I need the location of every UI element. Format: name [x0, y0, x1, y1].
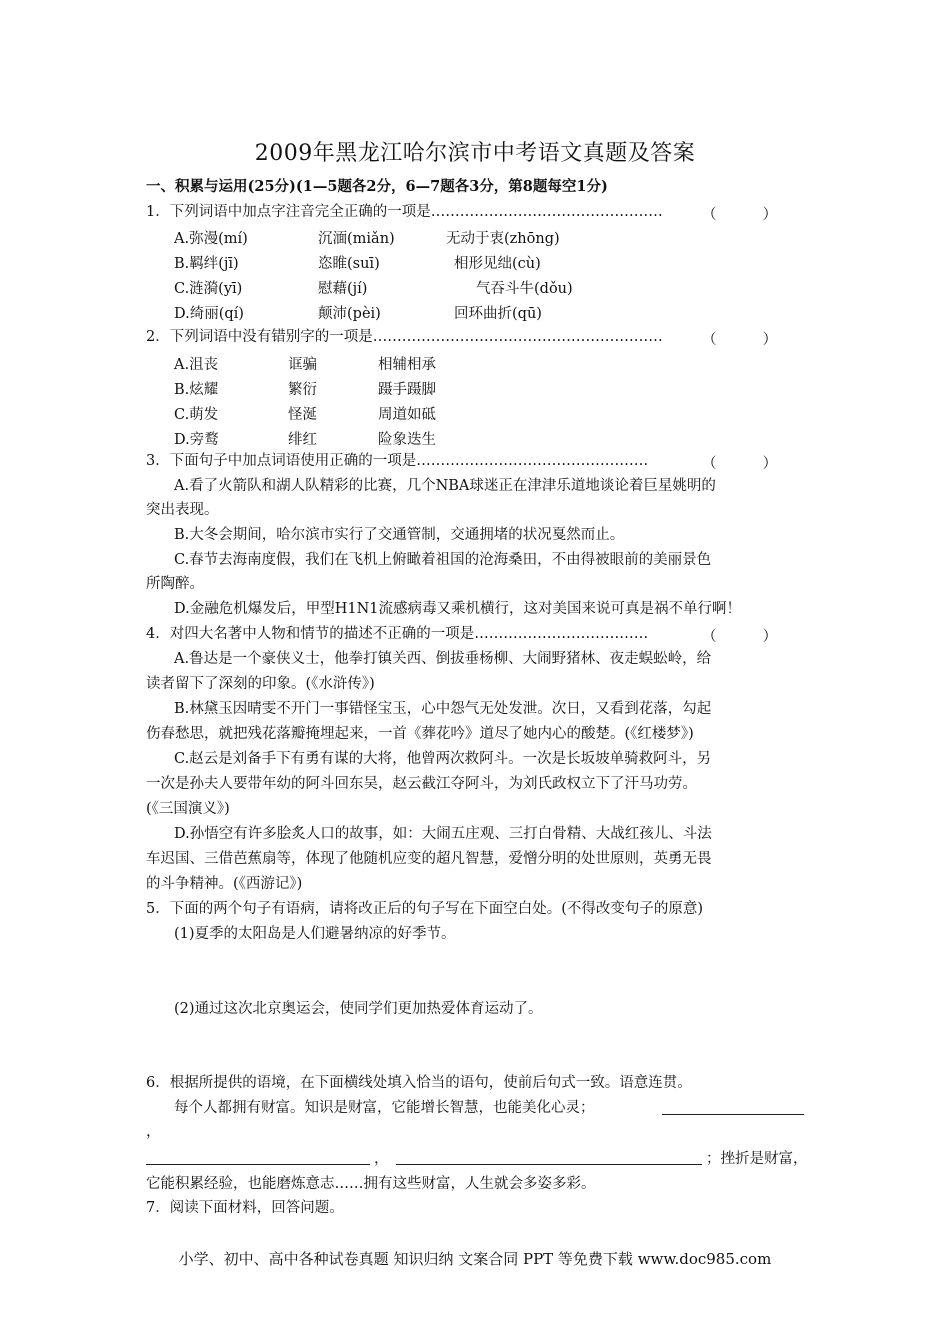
q4-option-d-line1: D.孙悟空有许多脍炙人口的故事，如：大闹五庄观、三打白骨精、大战红孩儿、斗法 [174, 826, 712, 842]
q1-option-a-1: A.弥漫(mí) [174, 231, 248, 247]
q2-option-a-1: A.沮丧 [174, 357, 219, 373]
q2-option-b-2: 繁衍 [288, 382, 317, 398]
answer-paren-3: （ ） [702, 456, 778, 472]
q6-context-line1: 每个人都拥有财富。知识是财富，它能增长智慧，也能美化心灵； [174, 1100, 595, 1116]
q2-option-b-1: B.炫耀 [174, 382, 219, 398]
q2-option-b-3: 蹑手蹑脚 [378, 382, 436, 398]
q1-option-a-2: 沉湎(miǎn) [318, 231, 395, 247]
q3-option-c-line2: 所陶醉。 [146, 576, 204, 592]
q4-option-c-line2: 一次是孙夫人要带年幼的阿斗回东吴，赵云截江夺阿斗，为刘氏政权立下了汗马功劳。 [146, 776, 697, 792]
q2-option-a-3: 相辅相承 [378, 357, 436, 373]
q4-option-b-line1: B.林黛玉因晴雯不开门一事错怪宝玉，心中怨气无处发泄。次日，又看到花落，勾起 [174, 701, 712, 717]
q2-option-c-1: C.萌发 [174, 407, 219, 423]
q6-blank-1[interactable] [662, 1100, 804, 1115]
q1-option-a-3: 无动于衷(zhōng) [446, 231, 560, 247]
section-heading: 一、积累与运用(25分)(1—5题各2分，6—7题各3分，第8题每空1分) [146, 178, 608, 195]
q6-comma: ， [146, 1124, 161, 1140]
q2-option-d-1: D.旁鹜 [174, 432, 219, 448]
question-3-stem: 3．下面句子中加点词语使用正确的一项是………………………………………… [146, 453, 649, 469]
q3-option-d: D.金融危机爆发后，甲型H1N1流感病毒又乘机横行，这对美国来说可真是祸不单行啊！ [174, 601, 741, 617]
q6-separator: ， [374, 1151, 389, 1167]
q4-option-a-line1: A.鲁达是一个豪侠义士，他拳打镇关西、倒拔垂杨柳、大闹野猪林、夜走蜈蚣岭，给 [174, 651, 712, 667]
question-6-stem: 6．根据所提供的语境，在下面横线处填入恰当的语句，使前后句式一致。语意连贯。 [146, 1075, 692, 1091]
q5-sentence-2: (2)通过这次北京奥运会，使同学们更加热爱体育运动了。 [174, 1001, 543, 1017]
q6-blank-2[interactable] [146, 1150, 370, 1165]
q4-option-b-line2: 伤春愁思，就把残花落瓣掩埋起来，一首《葬花吟》道尽了她内心的酸楚。(《红楼梦》) [146, 726, 694, 742]
q4-option-c-line3: (《三国演义》) [146, 801, 230, 817]
q6-context-line4: 它能积累经验，也能磨炼意志……拥有这些财富，人生就会多姿多彩。 [146, 1176, 596, 1192]
q1-option-c-3: 气吞斗牛(dǒu) [476, 281, 573, 297]
q4-option-d-line2: 车迟国、三借芭蕉扇等，体现了他随机应变的超凡智慧，爱憎分明的处世原则，英勇无畏 [146, 851, 712, 867]
q1-option-d-2: 颠沛(pèi) [318, 306, 381, 322]
q3-option-c-line1: C.春节去海南度假，我们在飞机上俯瞰着祖国的沧海桑田，不由得被眼前的美丽景色 [174, 552, 712, 568]
q5-sentence-1: (1)夏季的太阳岛是人们避暑纳凉的好季节。 [174, 926, 456, 942]
question-7-stem: 7．阅读下面材料，回答问题。 [146, 1200, 344, 1216]
q3-option-a-line1: A.看了火箭队和湖人队精彩的比赛，几个NBA球迷正在津津乐道地谈论着巨星姚明的 [174, 478, 716, 494]
question-2-stem: 2．下列词语中没有错别字的一项是…………………………………………………… [146, 329, 663, 345]
q4-option-a-line2: 读者留下了深刻的印象。(《水浒传》) [146, 676, 375, 692]
q3-option-b: B.大冬会期间，哈尔滨市实行了交通管制，交通拥堵的状况戛然而止。 [174, 527, 625, 543]
q1-option-d-3: 回环曲折(qū) [454, 306, 542, 322]
q2-option-c-3: 周道如砥 [378, 407, 436, 423]
q2-option-d-3: 险象迭生 [378, 432, 436, 448]
q4-option-d-line3: 的斗争精神。(《西游记》) [146, 876, 303, 892]
question-1-stem: 1．下列词语中加点字注音完全正确的一项是………………………………………… [146, 204, 663, 220]
answer-paren-4: （ ） [702, 629, 778, 645]
q1-option-d-1: D.绮丽(qí) [174, 306, 244, 322]
q1-option-c-1: C.涟漪(yī) [174, 281, 243, 297]
q1-option-b-1: B.羁绊(jī) [174, 256, 239, 272]
q2-option-a-2: 诓骗 [288, 357, 317, 373]
question-5-stem: 5．下面的两个句子有语病，请将改正后的句子写在下面空白处。(不得改变句子的原意) [146, 901, 704, 917]
q6-blank-3[interactable] [396, 1150, 702, 1165]
answer-paren-2: （ ） [702, 332, 778, 348]
page-title: 2009年黑龙江哈尔滨市中考语文真题及答案 [254, 141, 696, 166]
q4-option-c-line1: C.赵云是刘备手下有勇有谋的大将，他曾两次救阿斗。一次是长坂坡单骑救阿斗，另 [174, 751, 712, 767]
q6-context-line3: ；挫折是财富， [706, 1151, 808, 1167]
page-footer: 小学、初中、高中各种试卷真题 知识归纳 文案合同 PPT 等免费下载 www.doc985.com [178, 1250, 772, 1268]
q1-option-b-2: 恣睢(suī) [318, 256, 380, 272]
q1-option-c-2: 慰藉(jí) [318, 281, 368, 297]
q2-option-d-2: 绯红 [288, 432, 317, 448]
question-4-stem: 4．对四大名著中人物和情节的描述不正确的一项是……………………………… [146, 626, 649, 642]
answer-paren-1: （ ） [702, 207, 778, 223]
q3-option-a-line2: 突出表现。 [146, 502, 219, 518]
q1-option-b-3: 相形见绌(cù) [454, 256, 541, 272]
q2-option-c-2: 怪涎 [288, 407, 317, 423]
